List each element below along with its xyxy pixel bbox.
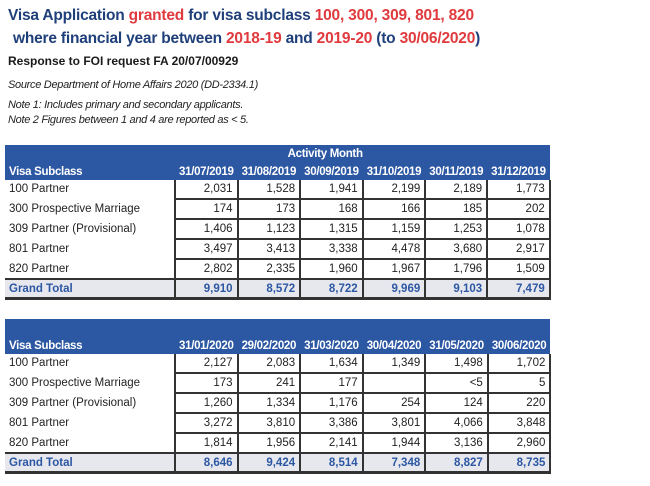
row-label-visa-subclass: 820 Partner — [5, 259, 175, 279]
table-row — [5, 180, 550, 199]
table-cell-value: 1,967 — [363, 259, 426, 279]
report-title-line-1 — [8, 7, 474, 25]
table-cell-value — [363, 373, 426, 393]
title-highlight-granted: granted — [128, 7, 185, 24]
table-cell-value: 254 — [363, 393, 426, 413]
table-cell-value: 1,406 — [175, 219, 238, 239]
title-text: Visa Application — [8, 7, 129, 24]
table-cell-value: 3,413 — [238, 239, 301, 259]
grand-total-value: 8,646 — [175, 453, 238, 473]
table-cell-value: 166 — [363, 199, 426, 219]
table-cell-value: 1,814 — [175, 433, 238, 453]
column-header-month: 31/10/2019 — [363, 163, 426, 180]
table-cell-value: 185 — [425, 199, 487, 219]
column-header-month: 31/07/2019 — [175, 163, 238, 180]
column-header-month: 31/12/2019 — [487, 163, 550, 180]
table-column-header-row — [5, 337, 550, 354]
row-label-visa-subclass: 100 Partner — [5, 354, 175, 373]
table-cell-value: 1,498 — [425, 354, 488, 373]
table-cell-value: 1,944 — [363, 433, 426, 453]
table-cell-value: 1,960 — [300, 259, 363, 279]
table-cell-value: 241 — [238, 373, 301, 393]
table-cell-value: 1,941 — [300, 180, 363, 199]
table-cell-value: 1,956 — [238, 433, 301, 453]
grand-total-row — [5, 279, 550, 299]
grand-total-label: Grand Total — [5, 453, 175, 473]
column-header-visa-subclass: Visa Subclass — [5, 337, 175, 354]
row-label-visa-subclass: 300 Prospective Marriage — [5, 373, 175, 393]
table-cell-value: 174 — [175, 199, 238, 219]
table-cell-value: 168 — [300, 199, 363, 219]
table-row — [5, 199, 550, 219]
grand-total-label: Grand Total — [5, 279, 175, 299]
column-header-month: 29/02/2020 — [238, 337, 301, 354]
table-cell-value: 2,141 — [300, 433, 363, 453]
table-cell-value: 2,031 — [175, 180, 238, 199]
table-cell-value: 177 — [300, 373, 363, 393]
table-cell-value: 1,176 — [300, 393, 363, 413]
column-header-month: 30/04/2020 — [363, 337, 426, 354]
table-row — [5, 413, 550, 433]
table-cell-value: 2,335 — [238, 259, 301, 279]
table-cell-value: 3,848 — [488, 413, 551, 433]
table-cell-value: 1,078 — [487, 219, 550, 239]
row-label-visa-subclass: 309 Partner (Provisional) — [5, 393, 175, 413]
visa-grants-table-2019 — [5, 145, 551, 300]
table-cell-value: 173 — [238, 199, 301, 219]
table-cell-value: 2,127 — [175, 354, 238, 373]
table-cell-value: 1,260 — [175, 393, 238, 413]
grand-total-value: 8,722 — [300, 279, 363, 299]
grand-total-value: 8,735 — [488, 453, 551, 473]
table-row — [5, 393, 550, 413]
header-blank — [175, 319, 550, 337]
title-text: where financial year between — [13, 30, 227, 47]
column-header-month: 30/09/2019 — [300, 163, 363, 180]
column-header-month: 31/03/2020 — [300, 337, 363, 354]
table-group-header-row — [5, 319, 550, 337]
table-cell-value: 1,702 — [488, 354, 551, 373]
row-label-visa-subclass: 309 Partner (Provisional) — [5, 219, 175, 239]
grand-total-value: 7,479 — [487, 279, 550, 299]
column-header-month: 31/01/2020 — [175, 337, 238, 354]
title-text: ) — [475, 30, 481, 47]
grand-total-value: 9,424 — [238, 453, 301, 473]
title-text: (to — [372, 30, 400, 47]
visa-grants-table-2020 — [5, 319, 551, 474]
table-cell-value: 3,272 — [175, 413, 238, 433]
table-cell-value: 2,802 — [175, 259, 238, 279]
table-cell-value: 3,386 — [300, 413, 363, 433]
foi-request-reference: Response to FOI request FA 20/07/00929 — [8, 54, 239, 68]
title-text: for visa subclass — [184, 7, 315, 24]
title-highlight-subclasses: 100, 300, 309, 801, 820 — [314, 7, 474, 24]
row-label-visa-subclass: 300 Prospective Marriage — [5, 199, 175, 219]
table-cell-value: 1,159 — [363, 219, 426, 239]
table-row — [5, 239, 550, 259]
column-header-month: 31/08/2019 — [238, 163, 301, 180]
note-2: Note 2 Figures between 1 and 4 are reported as < 5. — [8, 114, 249, 126]
grand-total-value: 8,827 — [425, 453, 488, 473]
table-cell-value: 3,810 — [238, 413, 301, 433]
table-cell-value: 2,083 — [238, 354, 301, 373]
table-cell-value: 3,801 — [363, 413, 426, 433]
table-cell-value: 1,349 — [363, 354, 426, 373]
grand-total-row — [5, 453, 550, 473]
table-cell-value: 2,960 — [488, 433, 551, 453]
activity-month-header: Activity Month — [175, 145, 363, 163]
table-cell-value: 1,315 — [300, 219, 363, 239]
grand-total-value: 7,348 — [363, 453, 426, 473]
table-cell-value: 3,136 — [425, 433, 488, 453]
header-blank — [5, 319, 175, 337]
title-text: and — [281, 30, 317, 47]
table-cell-value: 1,123 — [238, 219, 301, 239]
header-blank — [5, 145, 175, 163]
row-label-visa-subclass: 801 Partner — [5, 239, 175, 259]
table-cell-value: 5 — [488, 373, 551, 393]
title-highlight-end-date: 30/06/2020 — [399, 30, 476, 47]
table-cell-value: 1,528 — [238, 180, 301, 199]
table-cell-value: 173 — [175, 373, 238, 393]
table-cell-value: 1,634 — [300, 354, 363, 373]
table-cell-value: 3,338 — [300, 239, 363, 259]
table-row — [5, 259, 550, 279]
table-cell-value: 124 — [425, 393, 488, 413]
note-1: Note 1: Includes primary and secondary applicants. — [8, 99, 244, 111]
grand-total-value: 9,103 — [425, 279, 487, 299]
title-highlight-fy1: 2018-19 — [226, 30, 282, 47]
column-header-month: 30/06/2020 — [488, 337, 551, 354]
grand-total-value: 9,910 — [175, 279, 238, 299]
report-title-line-2 — [13, 30, 480, 48]
table-cell-value: 1,253 — [425, 219, 487, 239]
row-label-visa-subclass: 801 Partner — [5, 413, 175, 433]
table-cell-value: 2,189 — [425, 180, 487, 199]
table-cell-value: 3,497 — [175, 239, 238, 259]
source-note: Source Department of Home Affairs 2020 (DD-2334.1) — [8, 79, 258, 91]
table-cell-value: 202 — [487, 199, 550, 219]
column-header-visa-subclass: Visa Subclass — [5, 163, 175, 180]
table-cell-value: 220 — [488, 393, 551, 413]
table-row — [5, 433, 550, 453]
table-column-header-row — [5, 163, 550, 180]
table-cell-value: 1,773 — [487, 180, 550, 199]
row-label-visa-subclass: 820 Partner — [5, 433, 175, 453]
table-row — [5, 219, 550, 239]
header-blank — [363, 145, 550, 163]
column-header-month: 30/11/2019 — [425, 163, 487, 180]
column-header-month: 31/05/2020 — [425, 337, 488, 354]
table-cell-value: 2,199 — [363, 180, 426, 199]
grand-total-value: 9,969 — [363, 279, 426, 299]
table-cell-value: 1,334 — [238, 393, 301, 413]
grand-total-value: 8,572 — [238, 279, 301, 299]
table-row — [5, 354, 550, 373]
row-label-visa-subclass: 100 Partner — [5, 180, 175, 199]
table-group-header-row — [5, 145, 550, 163]
table-row — [5, 373, 550, 393]
table-cell-value: 4,066 — [425, 413, 488, 433]
table-cell-value: 4,478 — [363, 239, 426, 259]
table-cell-value: <5 — [425, 373, 488, 393]
title-highlight-fy2: 2019-20 — [316, 30, 373, 47]
table-cell-value: 1,796 — [425, 259, 487, 279]
table-cell-value: 1,509 — [487, 259, 550, 279]
grand-total-value: 8,514 — [300, 453, 363, 473]
table-cell-value: 2,917 — [487, 239, 550, 259]
table-cell-value: 3,680 — [425, 239, 487, 259]
